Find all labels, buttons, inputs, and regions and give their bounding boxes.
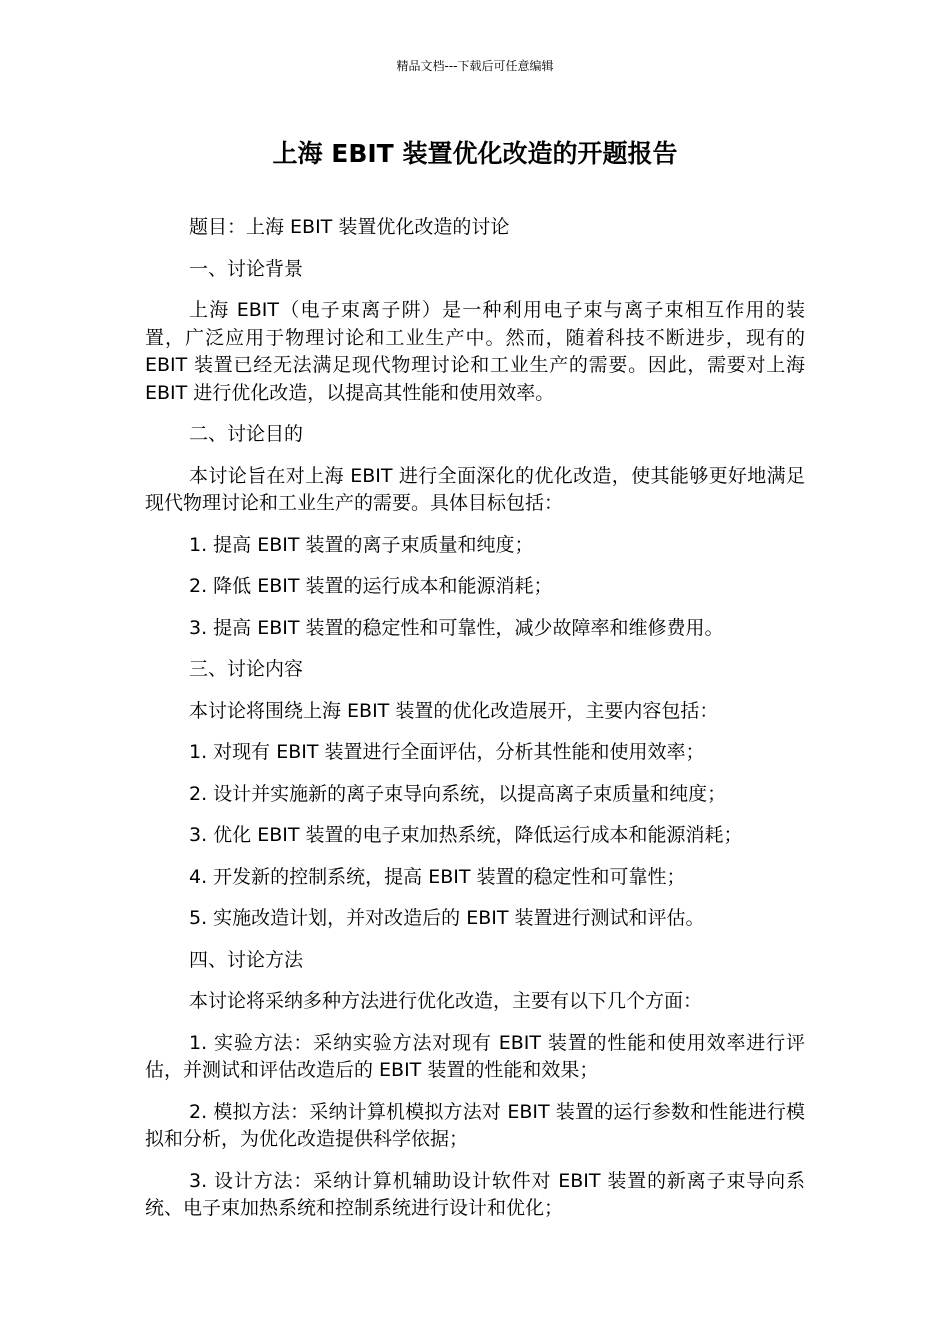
list-item-goal-3: 3. 提高 EBIT 装置的稳定性和可靠性，减少故障率和维修费用。 [189, 616, 724, 639]
list-item-method-2: 2. 模拟方法：采纳计算机模拟方法对 EBIT 装置的运行参数和性能进行模拟和分析，为优化改造提供科学依据； [145, 1100, 805, 1150]
paragraph-topic: 题目：上海 EBIT 装置优化改造的讨论 [189, 216, 510, 238]
paragraph-content: 本讨论将围绕上海 EBIT 装置的优化改造展开，主要内容包括： [189, 699, 719, 722]
list-item-content-4: 4. 开发新的控制系统，提高 EBIT 装置的稳定性和可靠性； [189, 865, 686, 888]
list-item-content-1: 1. 对现有 EBIT 装置进行全面评估，分析其性能和使用效率； [189, 741, 705, 763]
list-item-goal-2: 2. 降低 EBIT 装置的运行成本和能源消耗； [189, 575, 553, 597]
document-title: 上海 EBIT 装置优化改造的开题报告 [272, 139, 678, 168]
list-item-content-3: 3. 优化 EBIT 装置的电子束加热系统，降低运行成本和能源消耗； [189, 824, 743, 846]
section-heading-purpose: 二、讨论目的 [189, 423, 304, 445]
section-heading-background: 一、讨论背景 [189, 257, 304, 280]
paragraph-purpose: 本讨论旨在对上海 EBIT 进行全面深化的优化改造，使其能够更好地满足现代物理讨论和工业生产的需要。具体目标包括： [145, 464, 805, 514]
section-heading-method: 四、讨论方法 [189, 948, 304, 971]
paragraph-method: 本讨论将采纳多种方法进行优化改造，主要有以下几个方面： [189, 990, 703, 1012]
list-item-content-2: 2. 设计并实施新的离子束导向系统，以提高离子束质量和纯度； [189, 782, 727, 805]
list-item-content-5: 5. 实施改造计划，并对改造后的 EBIT 装置进行测试和评估。 [189, 907, 705, 929]
document-body [145, 214, 805, 1237]
paragraph-background: 上海 EBIT（电子束离子阱）是一种利用电子束与离子束相互作用的装置，广泛应用于物理讨论和工业生产中。然而，随着科技不断进步，现有的 EBIT 装置已经无法满足现代物理讨论和工业生产的需要。因此，需要对上海 EBIT 进行优化改造，以提高其性能和使用效率。 [145, 299, 805, 404]
section-heading-content: 三、讨论内容 [189, 658, 304, 680]
list-item-goal-1: 1. 提高 EBIT 装置的离子束质量和纯度； [189, 533, 534, 556]
header-note: 精品文档---下载后可任意编辑 [396, 59, 554, 73]
list-item-method-1: 1. 实验方法：采纳实验方法对现有 EBIT 装置的性能和使用效率进行评估，并测试和评估改造后的 EBIT 装置的性能和效果； [145, 1031, 805, 1081]
list-item-method-3: 3. 设计方法：采纳计算机辅助设计软件对 EBIT 装置的新离子束导向系统、电子束加热系统和控制系统进行设计和优化； [145, 1169, 805, 1219]
